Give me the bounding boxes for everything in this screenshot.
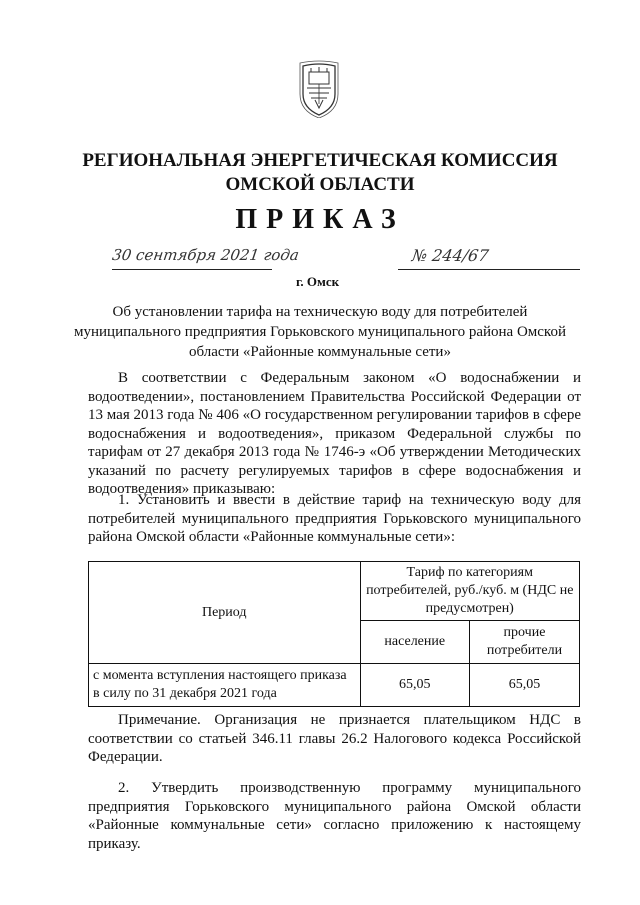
city-label: г. Омск	[296, 274, 340, 289]
handwritten-date: 30 сентября 2021 года	[111, 246, 301, 264]
handwritten-number: № 244/67	[410, 246, 490, 265]
number-underline	[398, 269, 580, 270]
cell-other: 65,05	[469, 664, 579, 707]
org-name-line2: ОМСКОЙ ОБЛАСТИ	[225, 174, 415, 195]
header-other-consumers: прочие потребители	[469, 621, 579, 664]
header-population: население	[360, 621, 469, 664]
document-type-title: ПРИКАЗ	[235, 204, 405, 235]
cell-population: 65,05	[360, 664, 469, 707]
note-paragraph: Примечание. Организация не признается плательщиком НДС в соответствии со статьей 346.11 главы 26.2 Налогового кодекса Российской Федерации.	[88, 712, 581, 765]
paragraph-item-1: 1. Установить и ввести в действие тариф на техническую воду для потребителей муниципального предприятия Горьковского муниципального района Омской области «Районные коммунальные сети»:	[88, 492, 581, 545]
header-period: Период	[89, 562, 361, 664]
org-name-line1: РЕГИОНАЛЬНАЯ ЭНЕРГЕТИЧЕСКАЯ КОМИССИЯ	[82, 150, 558, 171]
paragraph-preamble: В соответствии с Федеральным законом «О водоснабжении и водоотведении», постановлением Правительства Российской Федерации от 13 мая 2013 года № 406 «О государственном регулировании тарифов в сфере водоснабжения и водоотведения», приказом Федеральной службы по тарифам от 27 декабря 2013 года № 1746-э «Об утверждении Методических указаний по расчету регулируемых тарифов в сфере водоснабжения и водоотведения» приказываю:	[88, 370, 581, 497]
table-row	[89, 664, 580, 707]
header-tariff: Тариф по категориям потребителей, руб./куб. м (НДС не предусмотрен)	[360, 562, 579, 621]
coat-of-arms-icon	[297, 60, 341, 118]
tariff-table	[88, 561, 580, 707]
paragraph-item-2: 2. Утвердить производственную программу муниципального предприятия Горьковского муниципального района Омской области «Районные коммунальные сети» согласно приложению к настоящему приказу.	[88, 780, 581, 852]
cell-period: с момента вступления настоящего приказа в силу по 31 декабря 2021 года	[89, 664, 361, 707]
date-underline	[112, 269, 272, 270]
document-subject: Об установлении тарифа на техническую воду для потребителей муниципального предприятия Горьковского муниципального района Омской области «Районные коммунальные сети»	[74, 304, 566, 360]
